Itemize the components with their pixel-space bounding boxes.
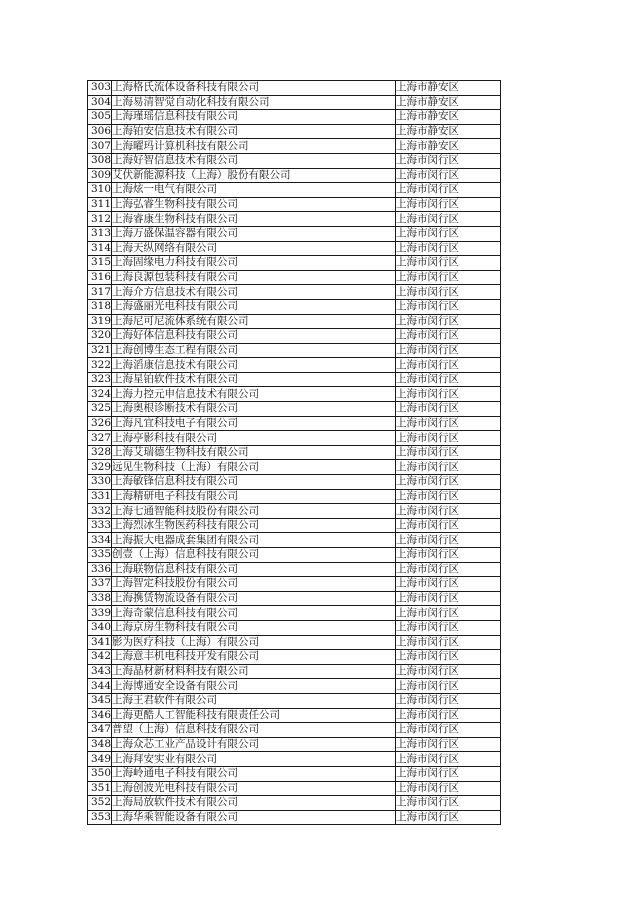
- company-name: 艾伏新能源科技（上海）股份有限公司: [112, 168, 396, 183]
- district: 上海市闵行区: [396, 606, 501, 621]
- district: 上海市闵行区: [396, 299, 501, 314]
- row-number: 332: [88, 504, 112, 519]
- table-row: [88, 139, 501, 154]
- row-number: 331: [88, 489, 112, 504]
- company-name: 上海介方信息技术有限公司: [112, 285, 396, 300]
- table-row: [88, 723, 501, 738]
- row-number: 338: [88, 591, 112, 606]
- row-number: 321: [88, 343, 112, 358]
- table-row: [88, 124, 501, 139]
- table-row: [88, 533, 501, 548]
- district: 上海市闵行区: [396, 737, 501, 752]
- table-row: [88, 212, 501, 227]
- table-row: [88, 402, 501, 417]
- row-number: 316: [88, 270, 112, 285]
- table-row: [88, 299, 501, 314]
- row-number: 336: [88, 562, 112, 577]
- row-number: 348: [88, 737, 112, 752]
- table-row: [88, 635, 501, 650]
- district: 上海市闵行区: [396, 256, 501, 271]
- district: 上海市闵行区: [396, 329, 501, 344]
- company-name: 上海敏锋信息科技有限公司: [112, 475, 396, 490]
- district: 上海市静安区: [396, 139, 501, 154]
- district: 上海市闵行区: [396, 183, 501, 198]
- company-name: 上海七通智能科技股份有限公司: [112, 504, 396, 519]
- row-number: 340: [88, 620, 112, 635]
- row-number: 324: [88, 387, 112, 402]
- district: 上海市闵行区: [396, 693, 501, 708]
- district: 上海市闵行区: [396, 343, 501, 358]
- company-name: 上海亭影科技有限公司: [112, 431, 396, 446]
- row-number: 352: [88, 796, 112, 811]
- district: 上海市闵行区: [396, 402, 501, 417]
- table-row: [88, 197, 501, 212]
- district: 上海市闵行区: [396, 650, 501, 665]
- company-name: 上海岭通电子科技有限公司: [112, 766, 396, 781]
- row-number: 330: [88, 475, 112, 490]
- district: 上海市闵行区: [396, 577, 501, 592]
- row-number: 344: [88, 679, 112, 694]
- row-number: 312: [88, 212, 112, 227]
- district: 上海市闵行区: [396, 212, 501, 227]
- company-name: 上海艾瑞德生物科技有限公司: [112, 445, 396, 460]
- table-row: [88, 548, 501, 563]
- table-row: [88, 796, 501, 811]
- company-name: 上海局放软件技术有限公司: [112, 796, 396, 811]
- table-row: [88, 95, 501, 110]
- company-name: 上海弘睿生物科技有限公司: [112, 197, 396, 212]
- district: 上海市闵行区: [396, 387, 501, 402]
- company-name: 上海晶材新材料科技有限公司: [112, 664, 396, 679]
- district: 上海市闵行区: [396, 197, 501, 212]
- company-name: 上海智定科技股份有限公司: [112, 577, 396, 592]
- row-number: 305: [88, 110, 112, 125]
- company-name: 上海易清智觉自动化科技有限公司: [112, 95, 396, 110]
- district: 上海市闵行区: [396, 460, 501, 475]
- district: 上海市闵行区: [396, 533, 501, 548]
- company-name: 远见生物科技（上海）有限公司: [112, 460, 396, 475]
- table-row: [88, 431, 501, 446]
- row-number: 349: [88, 752, 112, 767]
- row-number: 337: [88, 577, 112, 592]
- row-number: 328: [88, 445, 112, 460]
- table-row: [88, 416, 501, 431]
- row-number: 343: [88, 664, 112, 679]
- row-number: 322: [88, 358, 112, 373]
- company-name: 影为医疗科技（上海）有限公司: [112, 635, 396, 650]
- row-number: 323: [88, 372, 112, 387]
- row-number: 327: [88, 431, 112, 446]
- table-row: [88, 387, 501, 402]
- row-number: 341: [88, 635, 112, 650]
- company-name: 上海好智信息技术有限公司: [112, 153, 396, 168]
- table-row: [88, 226, 501, 241]
- company-list-body: [88, 81, 501, 825]
- company-name: 上海华乘智能设备有限公司: [112, 810, 396, 825]
- district: 上海市静安区: [396, 124, 501, 139]
- district: 上海市闵行区: [396, 620, 501, 635]
- row-number: 315: [88, 256, 112, 271]
- table-row: [88, 110, 501, 125]
- company-name: 普望（上海）信息科技有限公司: [112, 723, 396, 738]
- district: 上海市闵行区: [396, 314, 501, 329]
- row-number: 329: [88, 460, 112, 475]
- row-number: 351: [88, 781, 112, 796]
- table-row: [88, 781, 501, 796]
- table-row: [88, 489, 501, 504]
- row-number: 313: [88, 226, 112, 241]
- table-row: [88, 810, 501, 825]
- district: 上海市闵行区: [396, 153, 501, 168]
- district: 上海市闵行区: [396, 723, 501, 738]
- row-number: 308: [88, 153, 112, 168]
- company-name: 上海博通安全设备有限公司: [112, 679, 396, 694]
- table-row: [88, 679, 501, 694]
- company-name: 上海铂安信息技术有限公司: [112, 124, 396, 139]
- company-name: 上海烈冰生物医药科技有限公司: [112, 518, 396, 533]
- row-number: 317: [88, 285, 112, 300]
- district: 上海市闵行区: [396, 518, 501, 533]
- company-name: 上海更酷人工智能科技有限责任公司: [112, 708, 396, 723]
- row-number: 346: [88, 708, 112, 723]
- district: 上海市闵行区: [396, 372, 501, 387]
- row-number: 304: [88, 95, 112, 110]
- table-row: [88, 577, 501, 592]
- table-row: [88, 475, 501, 490]
- row-number: 303: [88, 81, 112, 96]
- row-number: 326: [88, 416, 112, 431]
- company-name: 上海创博生态工程有限公司: [112, 343, 396, 358]
- row-number: 309: [88, 168, 112, 183]
- district: 上海市闵行区: [396, 358, 501, 373]
- table-row: [88, 504, 501, 519]
- company-name: 上海尼可尼流体系统有限公司: [112, 314, 396, 329]
- row-number: 345: [88, 693, 112, 708]
- company-name: 上海众芯工业产品设计有限公司: [112, 737, 396, 752]
- table-row: [88, 372, 501, 387]
- company-name: 上海盛丽光电科技有限公司: [112, 299, 396, 314]
- table-row: [88, 270, 501, 285]
- district: 上海市闵行区: [396, 679, 501, 694]
- table-row: [88, 241, 501, 256]
- row-number: 311: [88, 197, 112, 212]
- company-name: 上海好体信息科技有限公司: [112, 329, 396, 344]
- table-row: [88, 766, 501, 781]
- district: 上海市闵行区: [396, 562, 501, 577]
- district: 上海市闵行区: [396, 781, 501, 796]
- table-row: [88, 314, 501, 329]
- row-number: 334: [88, 533, 112, 548]
- company-name: 创壹（上海）信息科技有限公司: [112, 548, 396, 563]
- company-name: 上海创波光电科技有限公司: [112, 781, 396, 796]
- company-name: 上海万盛保温容器有限公司: [112, 226, 396, 241]
- company-name: 上海力控元申信息技术有限公司: [112, 387, 396, 402]
- row-number: 325: [88, 402, 112, 417]
- row-number: 350: [88, 766, 112, 781]
- company-name: 上海炫一电气有限公司: [112, 183, 396, 198]
- row-number: 319: [88, 314, 112, 329]
- company-name: 上海携赁物流设备有限公司: [112, 591, 396, 606]
- table-row: [88, 445, 501, 460]
- table-row: [88, 518, 501, 533]
- row-number: 353: [88, 810, 112, 825]
- table-row: [88, 183, 501, 198]
- table-row: [88, 591, 501, 606]
- table-row: [88, 256, 501, 271]
- district: 上海市闵行区: [396, 810, 501, 825]
- company-name: 上海瑾瑶信息科技有限公司: [112, 110, 396, 125]
- company-name: 上海振大电器成套集团有限公司: [112, 533, 396, 548]
- district: 上海市闵行区: [396, 796, 501, 811]
- company-name: 上海格氏流体设备科技有限公司: [112, 81, 396, 96]
- company-name: 上海王君软件有限公司: [112, 693, 396, 708]
- company-name: 上海凡宜科技电子有限公司: [112, 416, 396, 431]
- district: 上海市闵行区: [396, 270, 501, 285]
- table-row: [88, 329, 501, 344]
- table-row: [88, 168, 501, 183]
- district: 上海市静安区: [396, 95, 501, 110]
- table-row: [88, 664, 501, 679]
- company-name: 上海天纵网络有限公司: [112, 241, 396, 256]
- company-name: 上海奇蒙信息科技有限公司: [112, 606, 396, 621]
- district: 上海市静安区: [396, 81, 501, 96]
- table-row: [88, 285, 501, 300]
- row-number: 320: [88, 329, 112, 344]
- table-row: [88, 153, 501, 168]
- district: 上海市闵行区: [396, 766, 501, 781]
- company-name: 上海奥根诊断技术有限公司: [112, 402, 396, 417]
- table-row: [88, 81, 501, 96]
- company-name: 上海拜安实业有限公司: [112, 752, 396, 767]
- row-number: 335: [88, 548, 112, 563]
- company-name: 上海精研电子科技有限公司: [112, 489, 396, 504]
- row-number: 306: [88, 124, 112, 139]
- table-row: [88, 562, 501, 577]
- table-row: [88, 606, 501, 621]
- district: 上海市闵行区: [396, 475, 501, 490]
- table-row: [88, 343, 501, 358]
- district: 上海市闵行区: [396, 504, 501, 519]
- company-name: 上海星铂软件技术有限公司: [112, 372, 396, 387]
- district: 上海市闵行区: [396, 591, 501, 606]
- district: 上海市闵行区: [396, 285, 501, 300]
- district: 上海市闵行区: [396, 445, 501, 460]
- table-row: [88, 752, 501, 767]
- district: 上海市闵行区: [396, 431, 501, 446]
- row-number: 307: [88, 139, 112, 154]
- table-row: [88, 358, 501, 373]
- district: 上海市闵行区: [396, 548, 501, 563]
- table-row: [88, 650, 501, 665]
- district: 上海市闵行区: [396, 664, 501, 679]
- company-name: 上海固缘电力科技有限公司: [112, 256, 396, 271]
- company-name: 上海良源包装科技有限公司: [112, 270, 396, 285]
- table-row: [88, 620, 501, 635]
- company-name: 上海睿康生物科技有限公司: [112, 212, 396, 227]
- district: 上海市闵行区: [396, 752, 501, 767]
- table-row: [88, 460, 501, 475]
- district: 上海市闵行区: [396, 226, 501, 241]
- row-number: 339: [88, 606, 112, 621]
- company-name: 上海京房生物科技有限公司: [112, 620, 396, 635]
- table-row: [88, 708, 501, 723]
- row-number: 342: [88, 650, 112, 665]
- table-row: [88, 693, 501, 708]
- company-list-table: [87, 80, 501, 825]
- row-number: 314: [88, 241, 112, 256]
- district: 上海市闵行区: [396, 635, 501, 650]
- row-number: 310: [88, 183, 112, 198]
- district: 上海市闵行区: [396, 416, 501, 431]
- row-number: 333: [88, 518, 112, 533]
- district: 上海市闵行区: [396, 708, 501, 723]
- table-row: [88, 737, 501, 752]
- row-number: 347: [88, 723, 112, 738]
- district: 上海市闵行区: [396, 168, 501, 183]
- company-name: 上海滔康信息技术有限公司: [112, 358, 396, 373]
- company-name: 上海意丰机电科技开发有限公司: [112, 650, 396, 665]
- company-name: 上海联物信息科技有限公司: [112, 562, 396, 577]
- district: 上海市闵行区: [396, 489, 501, 504]
- row-number: 318: [88, 299, 112, 314]
- district: 上海市静安区: [396, 110, 501, 125]
- company-name: 上海曜玛计算机科技有限公司: [112, 139, 396, 154]
- district: 上海市闵行区: [396, 241, 501, 256]
